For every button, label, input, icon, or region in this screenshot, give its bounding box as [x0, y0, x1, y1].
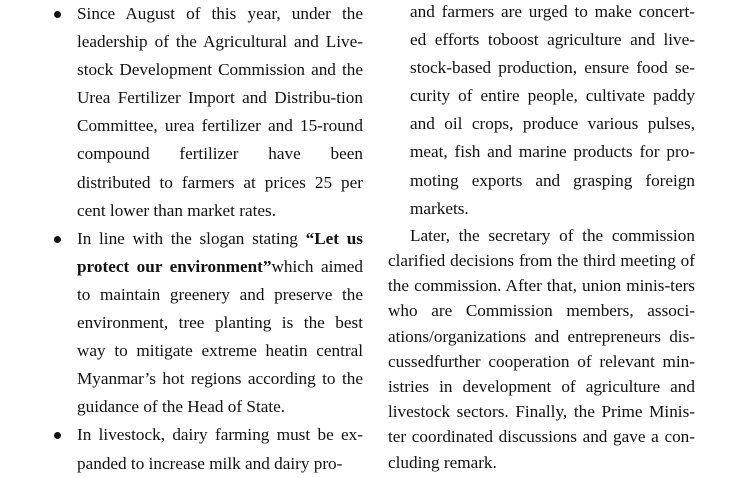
- bullet-slogan: “Let us protect our environment”: [77, 228, 363, 276]
- bullet-continuation: and farmers are urged to make concert-ed efforts toboost agriculture and live-stock-based production, ensure food se-curity of entire people, cultivate paddy and oil crops, produce various pulses, meat, fish and marine products for pro-moting exports and grasping foreign markets.: [410, 2, 695, 218]
- right-column: [388, 0, 695, 475]
- bullet-dot-icon: [54, 236, 61, 243]
- left-column: [52, 0, 363, 478]
- bullet-item-environment: [52, 225, 363, 422]
- bullet-item-fertilizer: [52, 0, 363, 225]
- bullet-text: Since August of this year, under the leadership of the Agricultural and Live-stock Development Commission and the Urea Fertilizer Import and Distribu-tion Committee, urea fertilizer and 15-round compound fertilizer have been distributed to farmers at prices 25 per cent lower than market rates.: [77, 4, 363, 220]
- bullet-item-livestock: [52, 421, 363, 477]
- body-paragraph: Later, the secretary of the commission clarified decisions from the third meeting of the commission. After that, union minis-ters who are Commission members, associ-ations/organizations and entrepreneurs dis-cussedfurther cooperation of relevant min-istries in development of agriculture and livestock sectors. Finally, the Prime Minis-ter coordinated discussions and gave a con-cluding remark.: [388, 225, 695, 472]
- bullet-text-post: which aimed to maintain greenery and preserve the environment, tree planting is the best way to mitigate extreme heatin central Myanmar’s hot regions according to the guidance of the Head of State.: [77, 256, 363, 417]
- bullet-dot-icon: [54, 432, 61, 439]
- bullet-dot-icon: [54, 11, 61, 18]
- bullet-text: In livestock, dairy farming must be ex-panded to increase milk and dairy pro-: [77, 425, 363, 473]
- bullet-list: [52, 0, 363, 478]
- bullet-text-pre: In line with the slogan stating: [77, 228, 306, 248]
